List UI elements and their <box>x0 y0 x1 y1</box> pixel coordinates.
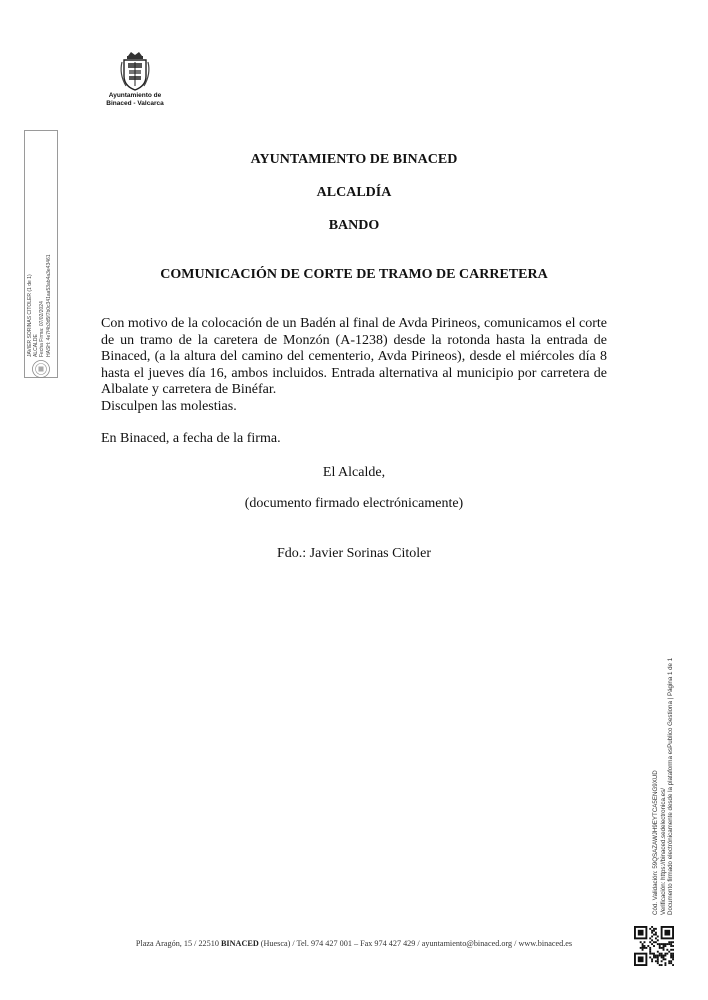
title-ayuntamiento: AYUNTAMIENTO DE BINACED <box>250 152 458 167</box>
place-date-line: En Binaced, a fecha de la firma. <box>101 431 281 446</box>
title-bando: BANDO <box>328 218 380 233</box>
signature-stamp-text <box>27 127 52 357</box>
signature-date: Fecha Firma: 07/02/2024 <box>39 301 46 357</box>
logo-text-line1: Ayuntamiento de <box>108 92 162 99</box>
seal-icon <box>31 359 51 379</box>
signature-hash: HASH: 4e7f4b3d5f7b0c341aa53ab4a3e43461 <box>45 254 52 357</box>
document-body <box>101 316 607 415</box>
signer-name: Fdo.: Javier Sorinas Citoler <box>277 546 431 561</box>
verification-text <box>652 615 675 915</box>
signature-signer: JAVIER SORINAS CITOLER (1 de 1) <box>27 274 33 357</box>
title-alcaldia: ALCALDÍA <box>316 185 392 200</box>
footer-contact: (Huesca) / Tel. 974 427 001 – Fax 974 427 429 / ayuntamiento@binaced.org / www.binaced.es <box>258 939 573 948</box>
body-paragraph: Con motivo de la colocación de un Badén al final de Avda Pirineos, comunicamos el corte de un tramo de la caretera de Monzón (A-1238) desde la rotonda hasta la entrada de Binaced, (a la altura del camino del cementerio, Avda Pirineos), desde el miércoles día 8 hasta el jueves día 16, ambos incluidos. Entrada alternativa al municipio por carretera de Albalate y carretera de Binéfar. <box>101 316 607 397</box>
validation-code: Cód. Validación: 59QSAZAWJH9EYTCA5ENG9XUD <box>652 770 659 915</box>
signature-stamp <box>24 130 58 378</box>
document-subject: COMUNICACIÓN DE CORTE DE TRAMO DE CARRETERA <box>160 267 548 282</box>
signature-role: ALCALDE <box>33 334 40 357</box>
verification-url: Verificación: https://binaced.sedelectronica.es/ <box>659 788 667 915</box>
qr-code-icon <box>634 926 674 966</box>
logo-text-line2: Binaced - Valcarca <box>106 100 164 107</box>
apology-line: Disculpen las molestias. <box>101 398 237 414</box>
signer-role: El Alcalde, <box>322 465 386 480</box>
page-footer <box>100 939 608 948</box>
platform-note: Documento firmado electrónicamente desde la plataforma esPublico Gestiona | Página 1 de 1 <box>667 657 674 915</box>
municipal-logo <box>98 50 172 110</box>
footer-address: Plaza Aragón, 15 / 22510 <box>135 939 221 948</box>
footer-town: BINACED <box>220 939 259 948</box>
signed-note: (documento firmado electrónicamente) <box>244 496 464 511</box>
coat-of-arms-icon <box>118 50 152 92</box>
